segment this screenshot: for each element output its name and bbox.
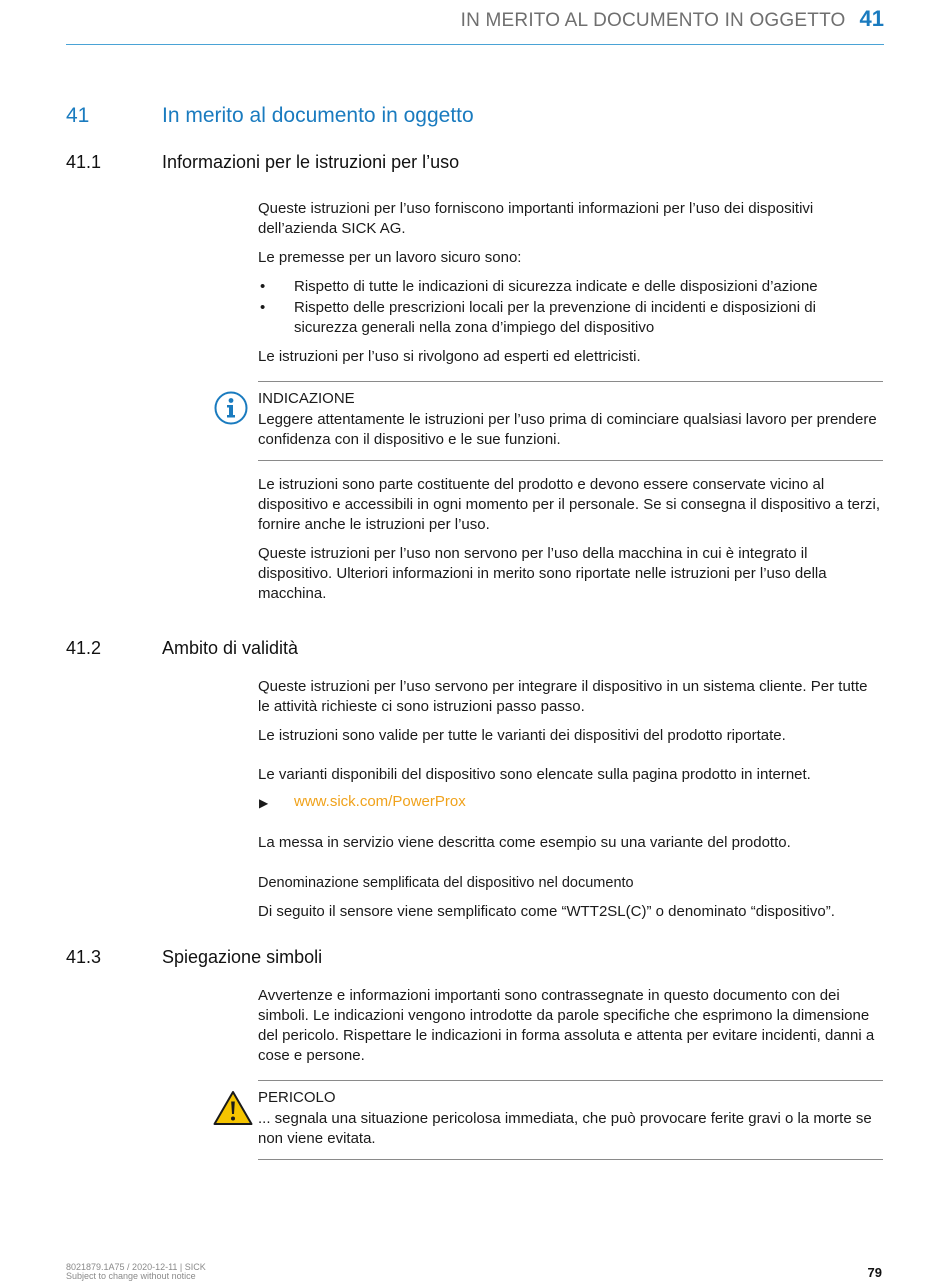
section-number: 41.3 bbox=[66, 947, 102, 967]
list-item-text: Rispetto di tutte le indicazioni di sicurezza indicate e delle disposizioni d’azione bbox=[294, 278, 818, 295]
bullet-icon: • bbox=[260, 299, 266, 316]
list-item bbox=[258, 298, 883, 338]
paragraph: Di seguito il sensore viene semplificato come “WTT2SL(C)” o denominato “dispositivo”. bbox=[258, 903, 835, 920]
info-icon bbox=[214, 391, 248, 425]
section-number: 41.1 bbox=[66, 152, 102, 172]
paragraph: Le varianti disponibili del dispositivo sono elencate sulla pagina prodotto in internet. bbox=[258, 766, 811, 783]
page-number: 79 bbox=[867, 1265, 882, 1280]
subheading: Denominazione semplificata del dispositivo nel documento bbox=[258, 875, 634, 891]
footer-notice: Subject to change without notice bbox=[66, 1271, 196, 1281]
chapter-title: In merito al documento in oggetto bbox=[162, 104, 474, 127]
header-chapter-number: 41 bbox=[859, 6, 884, 31]
note-top-rule bbox=[258, 381, 883, 382]
chapter-number: 41 bbox=[66, 104, 90, 127]
warning-title: PERICOLO bbox=[258, 1089, 336, 1106]
footer-doc-id: 8021879.1A75 / 2020-12-11 | SICK bbox=[66, 1262, 206, 1272]
product-page-link[interactable]: www.sick.com/PowerProx bbox=[294, 793, 466, 810]
note-bottom-rule bbox=[258, 460, 883, 461]
paragraph: Queste istruzioni per l’uso forniscono importanti informazioni per l’uso dei dispositivi dell’azienda SICK AG. bbox=[258, 200, 814, 237]
paragraph: La messa in servizio viene descritta come esempio su una variante del prodotto. bbox=[258, 834, 791, 851]
note-text: Leggere attentamente le istruzioni per l’uso prima di cominciare qualsiasi lavoro per prendere confidenza con il dispositivo e le sue funzioni. bbox=[258, 411, 877, 448]
warning-top-rule bbox=[258, 1080, 883, 1081]
section-title: Spiegazione simboli bbox=[162, 947, 323, 967]
paragraph: Le premesse per un lavoro sicuro sono: bbox=[258, 249, 522, 266]
bullet-icon: • bbox=[260, 278, 266, 295]
header-divider bbox=[66, 44, 884, 45]
warning-triangle-icon bbox=[213, 1090, 253, 1126]
section-number: 41.2 bbox=[66, 638, 102, 658]
paragraph: Queste istruzioni per l’uso servono per integrare il dispositivo in un sistema cliente. Per tutte le attività richieste ci sono istruzioni passo passo. bbox=[258, 678, 868, 715]
paragraph: Le istruzioni sono parte costituente del prodotto e devono essere conservate vicino al dispositivo e accessibili in ogni momento per il personale. Se si consegna il dispositivo a terzi, fornire anche le istruzioni per l’uso. bbox=[258, 476, 880, 533]
running-header bbox=[461, 6, 884, 32]
note-title: INDICAZIONE bbox=[258, 390, 355, 407]
paragraph: Le istruzioni per l’uso si rivolgono ad esperti ed elettricisti. bbox=[258, 348, 641, 365]
footer-document-info bbox=[66, 1263, 206, 1281]
paragraph: Queste istruzioni per l’uso non servono per l’uso della macchina in cui è integrato il dispositivo. Ulteriori informazioni in merito sono riportate nelle istruzioni per l’uso della macchina. bbox=[258, 545, 827, 602]
warning-text: ... segnala una situazione pericolosa immediata, che può provocare ferite gravi o la morte se non viene evitata. bbox=[258, 1110, 872, 1147]
link-arrow-icon: ▶ bbox=[259, 796, 269, 810]
warning-bottom-rule bbox=[258, 1159, 883, 1160]
header-title: IN MERITO AL DOCUMENTO IN OGGETTO bbox=[460, 10, 846, 31]
section-title: Informazioni per le istruzioni per l’uso bbox=[162, 152, 460, 172]
list-item bbox=[258, 277, 883, 297]
section-title: Ambito di validità bbox=[162, 638, 299, 658]
paragraph: Avvertenze e informazioni importanti sono contrassegnate in questo documento con dei simboli. Le indicazioni vengono introdotte da parole specifiche che esprimono la dimensione del pericolo. Rispettare le indicazioni in forma assoluta e attenta per evitare incidenti, danni a cose e persone. bbox=[258, 987, 875, 1064]
list-item-text: Rispetto delle prescrizioni locali per la prevenzione di incidenti e disposizioni di sicurezza generali nella zona d’impiego del dispositivo bbox=[294, 299, 816, 336]
paragraph: Le istruzioni sono valide per tutte le varianti dei dispositivi del prodotto riportate. bbox=[258, 727, 786, 744]
